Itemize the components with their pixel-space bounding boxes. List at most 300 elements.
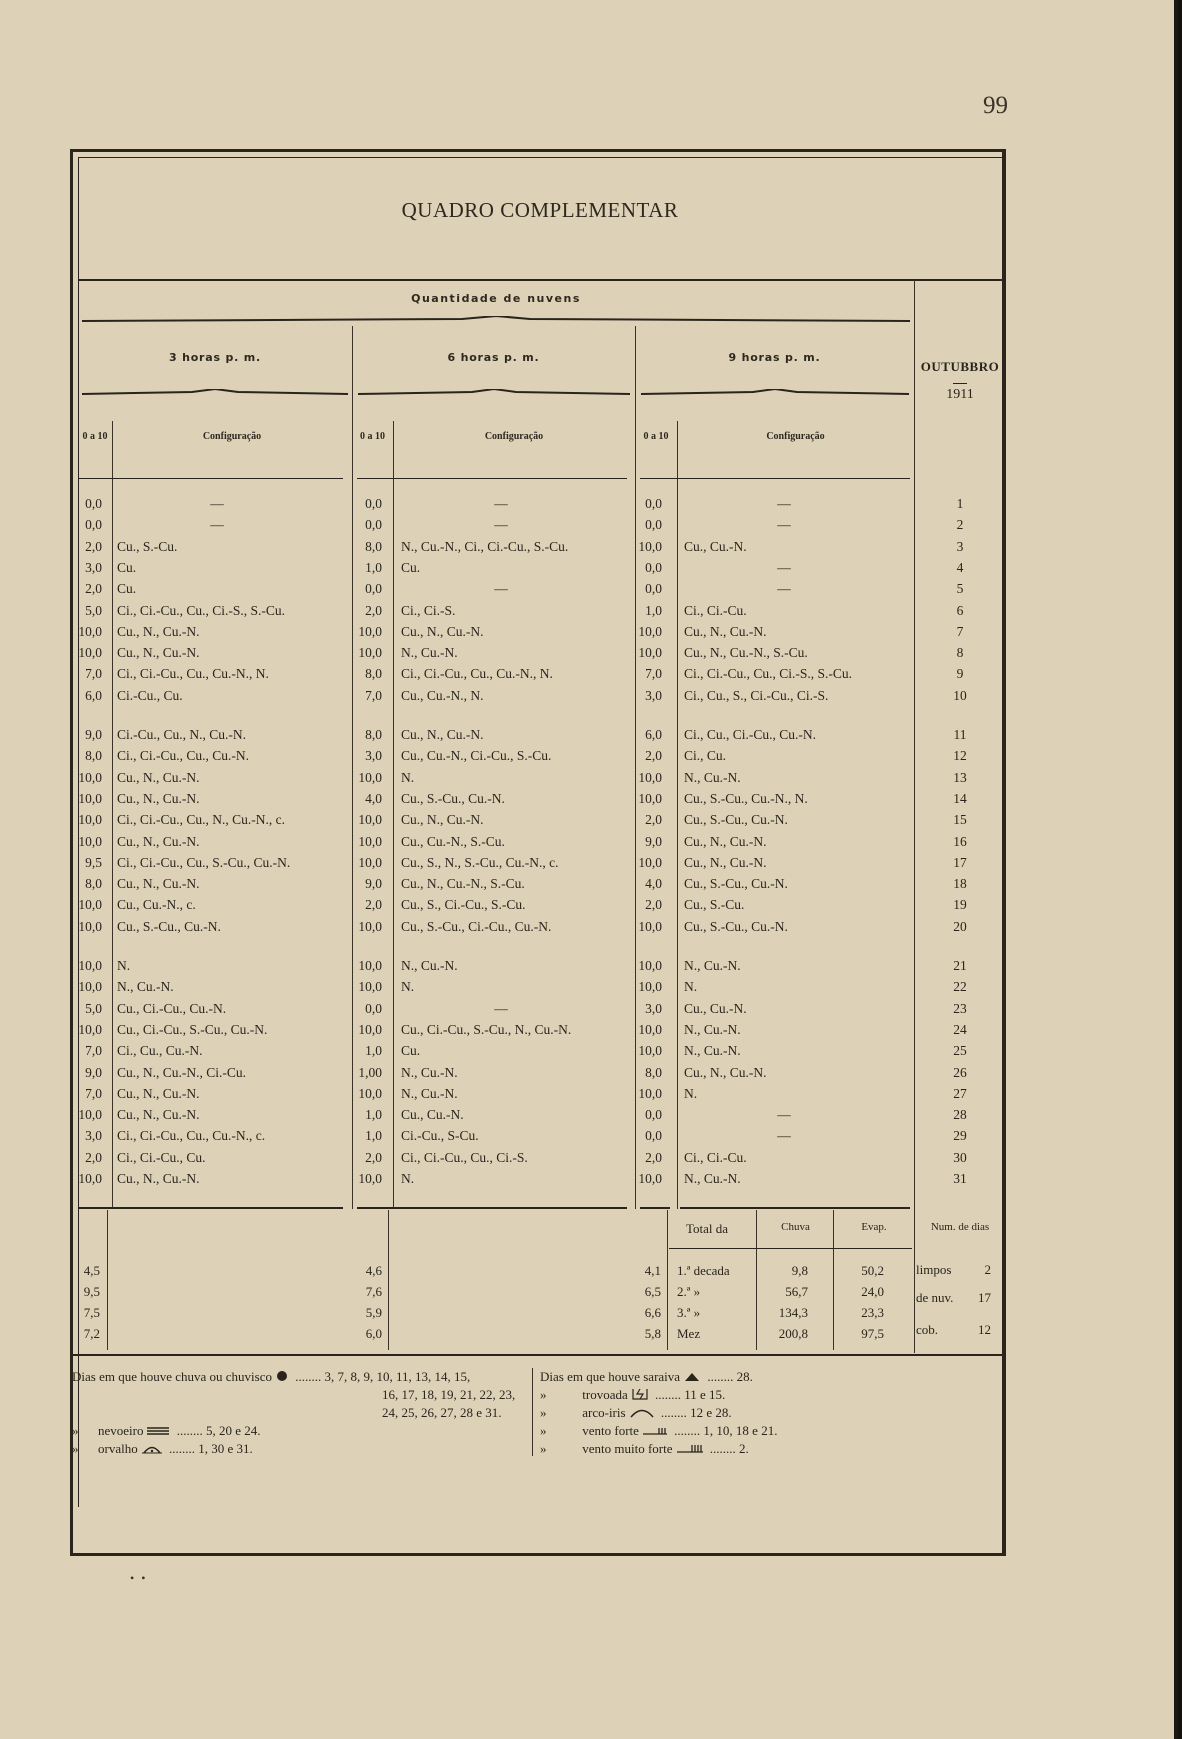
- totals-header-total: Total da: [686, 1221, 729, 1236]
- row-cloud-configuration: Cu., S.-Cu.: [684, 897, 745, 913]
- row-cloud-amount: 10,0: [638, 854, 662, 870]
- total-9pm-average: 6,5: [644, 1284, 661, 1299]
- row-cloud-configuration: Cu., N., Cu.-N.: [117, 1171, 200, 1186]
- header-scale: 0 a 10: [360, 431, 385, 442]
- row-cloud-configuration: Cu., N., Cu.-N.: [117, 645, 200, 661]
- header-brace: [358, 389, 630, 397]
- row-day: 8: [956, 645, 964, 661]
- leader-dots: ........: [706, 1441, 740, 1456]
- row-cloud-amount: 10,0: [638, 769, 662, 785]
- row-day: 9: [956, 666, 964, 682]
- column-divider: [756, 1210, 757, 1350]
- row-cloud-configuration: Cu., N., Cu.-N.: [401, 623, 484, 639]
- row-day: 22: [953, 979, 967, 995]
- row-cloud-amount: 10,0: [358, 958, 382, 973]
- row-cloud-configuration: Ci., Cu., Cu.-N.: [117, 1043, 203, 1059]
- header-brace: [641, 389, 909, 397]
- row-cloud-configuration: Cu., Cu.-N., N.: [401, 687, 484, 703]
- days-value: 17: [978, 1290, 991, 1305]
- row-cloud-amount: 8,0: [85, 748, 102, 764]
- row-cloud-configuration: Ci., Ci.-Cu.: [684, 1149, 747, 1165]
- row-cloud-configuration: Ci., Ci.-S.: [401, 602, 456, 618]
- row-cloud-configuration: Cu., Cu.-N.: [401, 1107, 464, 1123]
- row-cloud-configuration: Ci., Ci.-Cu., Cu., Cu.-N.: [117, 748, 250, 764]
- row-day: 29: [953, 1128, 967, 1144]
- total-3pm-average: 4,5: [83, 1263, 100, 1278]
- totals-header-evaporation: Evap.: [861, 1221, 887, 1233]
- thunder-icon: [632, 1388, 648, 1404]
- row-cloud-configuration: Ci.-Cu., Cu.: [117, 687, 183, 703]
- footer-days: 24, 25, 26, 27, 28 e 31.: [382, 1405, 502, 1420]
- row-cloud-configuration: Cu., S.-Cu., Cu.-N.: [684, 918, 788, 934]
- page-number: 99: [983, 92, 1008, 119]
- total-3pm-average: 9,5: [83, 1284, 100, 1299]
- row-cloud-amount: 10,0: [78, 623, 102, 639]
- header-rule: [357, 478, 627, 479]
- row-cloud-amount: 0,0: [645, 1107, 662, 1123]
- total-evaporation: 24,0: [861, 1284, 884, 1299]
- row-cloud-amount: 10,0: [78, 1171, 102, 1186]
- row-cloud-configuration: Cu., S.-Cu., Ci.-Cu., Cu.-N.: [401, 918, 552, 934]
- row-cloud-amount: 0,0: [85, 496, 102, 511]
- footer-label: Dias em que houve chuva ou chuvisco: [72, 1369, 273, 1384]
- row-day: 19: [953, 897, 967, 913]
- row-cloud-configuration: Ci., Cu., S., Ci.-Cu., Ci.-S.: [684, 687, 829, 703]
- row-cloud-amount: 2,0: [85, 581, 102, 597]
- row-cloud-amount: 2,0: [365, 1149, 382, 1165]
- footer-label: » vento forte: [540, 1423, 639, 1438]
- row-day: 25: [953, 1043, 967, 1059]
- wind-icon: [643, 1424, 667, 1440]
- row-day: 17: [953, 854, 967, 870]
- row-cloud-configuration: N.: [401, 1171, 415, 1186]
- total-rain: 9,8: [791, 1263, 808, 1278]
- leader-dots: ........: [657, 1405, 691, 1420]
- row-cloud-configuration: Cu.: [117, 581, 137, 597]
- row-cloud-configuration: N., Cu.-N.: [684, 769, 741, 785]
- row-cloud-configuration: Ci., Ci.-Cu., Cu., N., Cu.-N., c.: [117, 812, 286, 828]
- ink-dots: • •: [130, 1571, 148, 1585]
- header-period-9pm: 9 horas p. m.: [728, 351, 821, 364]
- row-cloud-configuration: Ci., Ci.-Cu., Cu., Ci.-S., S.-Cu.: [684, 666, 853, 682]
- row-cloud-configuration: —: [777, 517, 791, 533]
- row-cloud-amount: 10,0: [638, 1021, 662, 1037]
- days-label: limpos: [916, 1262, 952, 1277]
- row-cloud-amount: 0,0: [365, 1000, 382, 1016]
- row-cloud-amount: 10,0: [638, 645, 662, 661]
- row-cloud-configuration: N.: [117, 958, 131, 973]
- row-cloud-amount: 0,0: [645, 581, 662, 597]
- row-cloud-amount: 10,0: [638, 623, 662, 639]
- row-cloud-amount: 10,0: [78, 833, 102, 849]
- row-cloud-amount: 10,0: [78, 1107, 102, 1123]
- header-rule: [78, 478, 343, 479]
- column-divider: [393, 421, 394, 1209]
- header-scale: 0 a 10: [643, 431, 669, 442]
- row-cloud-amount: 2,0: [365, 602, 382, 618]
- footer-days: 12 e 28.: [690, 1405, 732, 1420]
- row-cloud-amount: 10,0: [78, 812, 102, 828]
- total-evaporation: 23,3: [861, 1305, 884, 1320]
- row-cloud-amount: 3,0: [645, 1000, 662, 1016]
- footer-line: [540, 1387, 725, 1404]
- row-cloud-amount: 5,0: [85, 602, 102, 618]
- footer-days: 11 e 15.: [684, 1387, 726, 1402]
- row-cloud-amount: 3,0: [365, 748, 382, 764]
- footer-divider: [532, 1368, 533, 1456]
- row-cloud-configuration: —: [777, 581, 791, 597]
- footer-days: 5, 20 e 24.: [205, 1423, 261, 1438]
- row-cloud-configuration: Cu., N., Cu.-N.: [117, 1085, 200, 1101]
- row-cloud-amount: 1,0: [365, 1128, 382, 1144]
- totals-rule: [78, 1207, 343, 1209]
- row-cloud-amount: 10,0: [358, 918, 382, 934]
- row-cloud-amount: 10,0: [638, 1085, 662, 1101]
- row-cloud-amount: 10,0: [358, 833, 382, 849]
- footer-line: [72, 1441, 253, 1458]
- row-cloud-configuration: Cu., S.-Cu., Cu.-N.: [401, 790, 505, 806]
- total-rain: 200,8: [778, 1326, 808, 1341]
- frame-inner-line: [78, 157, 1002, 158]
- column-divider: [833, 1210, 834, 1350]
- row-day: 6: [956, 602, 964, 618]
- row-day: 13: [953, 769, 967, 785]
- footer-days: 16, 17, 18, 19, 21, 22, 23,: [382, 1387, 516, 1402]
- leader-dots: ........: [704, 1369, 737, 1384]
- row-cloud-configuration: —: [494, 581, 508, 597]
- row-cloud-configuration: Cu., N., Cu.-N.: [684, 854, 767, 870]
- total-evaporation: 97,5: [861, 1326, 884, 1341]
- row-day: 14: [953, 790, 967, 806]
- row-day: 16: [953, 833, 967, 849]
- days-value: 2: [984, 1262, 991, 1277]
- row-cloud-configuration: N., Cu.-N.: [401, 1064, 458, 1080]
- total-6pm-average: 5,9: [365, 1305, 382, 1320]
- totals-rule: [680, 1207, 910, 1209]
- row-cloud-configuration: Cu., N., Cu.-N.: [117, 623, 200, 639]
- footer-days: 2.: [739, 1441, 749, 1456]
- row-cloud-configuration: Cu., N., Cu.-N., S.-Cu.: [684, 645, 808, 661]
- row-cloud-amount: 1,0: [365, 1043, 382, 1059]
- row-cloud-configuration: Cu., N., Cu.-N.: [117, 876, 200, 892]
- row-cloud-configuration: Ci., Ci.-Cu.: [684, 602, 747, 618]
- row-cloud-configuration: N., Cu.-N.: [684, 1043, 741, 1059]
- row-cloud-amount: 7,0: [85, 1085, 102, 1101]
- row-cloud-configuration: Cu., S.-Cu., Cu.-N., N.: [684, 790, 808, 806]
- row-day: 23: [953, 1000, 967, 1016]
- row-cloud-configuration: Cu., Cu.-N.: [684, 1000, 747, 1016]
- row-cloud-amount: 9,0: [85, 1064, 102, 1080]
- row-day: 4: [956, 559, 964, 575]
- totals-rule: [640, 1207, 670, 1209]
- row-cloud-configuration: Cu., N., Cu.-N.: [117, 769, 200, 785]
- row-cloud-amount: 0,0: [645, 1128, 662, 1144]
- totals-header-days: Num. de dias: [930, 1221, 990, 1233]
- row-cloud-configuration: —: [777, 496, 791, 511]
- strong-wind-icon: [677, 1442, 703, 1458]
- footer-days: 1, 30 e 31.: [198, 1441, 253, 1456]
- total-9pm-average: 4,1: [644, 1263, 661, 1278]
- row-cloud-amount: 8,0: [85, 876, 102, 892]
- header-rule: [640, 478, 910, 479]
- row-cloud-configuration: Cu., Ci.-Cu., S.-Cu., N., Cu.-N.: [401, 1021, 572, 1037]
- row-cloud-amount: 0,0: [645, 496, 662, 511]
- header-rule: [78, 279, 1002, 281]
- row-cloud-configuration: Cu.: [117, 559, 137, 575]
- row-day: 27: [953, 1085, 967, 1101]
- row-cloud-amount: 1,0: [645, 602, 662, 618]
- row-cloud-amount: 9,0: [365, 876, 382, 892]
- row-cloud-amount: 7,0: [365, 687, 382, 703]
- total-evaporation: 50,2: [861, 1263, 884, 1278]
- row-cloud-amount: 1,00: [358, 1064, 382, 1080]
- page-edge: [1174, 0, 1178, 1739]
- leader-dots: ........: [292, 1369, 325, 1384]
- row-cloud-configuration: —: [777, 1107, 791, 1123]
- row-cloud-amount: 10,0: [78, 958, 102, 973]
- row-cloud-configuration: N.: [401, 769, 415, 785]
- year-label: 1911: [946, 387, 974, 402]
- column-divider: [677, 421, 678, 1209]
- row-cloud-amount: 1,0: [365, 559, 382, 575]
- total-3pm-average: 7,2: [83, 1326, 100, 1341]
- fog-icon: [147, 1424, 169, 1440]
- row-cloud-configuration: N., Cu.-N.: [684, 1021, 741, 1037]
- row-cloud-configuration: Cu., S., N., S.-Cu., Cu.-N., c.: [401, 854, 559, 870]
- row-cloud-configuration: Ci., Cu., Ci.-Cu., Cu.-N.: [684, 727, 817, 742]
- row-cloud-configuration: Cu., N., Cu.-N.: [684, 1064, 767, 1080]
- header-configuration: Configuração: [484, 431, 544, 442]
- row-cloud-configuration: Ci., Ci.-Cu., Cu., Ci.-S.: [401, 1149, 528, 1165]
- row-cloud-configuration: Cu., N., Cu.-N.: [117, 833, 200, 849]
- row-cloud-amount: 8,0: [365, 727, 382, 742]
- header-scale: 0 a 10: [82, 431, 108, 442]
- leader-dots: ........: [670, 1423, 704, 1438]
- row-cloud-amount: 8,0: [645, 1064, 662, 1080]
- row-day: 2: [956, 517, 964, 533]
- header-configuration: Configuração: [766, 431, 825, 442]
- row-cloud-amount: 0,0: [365, 581, 382, 597]
- header-configuration: Configuração: [202, 431, 262, 442]
- total-period-label: 1.ª decada: [677, 1263, 730, 1278]
- row-cloud-amount: 2,0: [85, 538, 102, 554]
- row-cloud-amount: 10,0: [78, 769, 102, 785]
- row-cloud-amount: 7,0: [645, 666, 662, 682]
- row-cloud-amount: 0,0: [85, 517, 102, 533]
- row-cloud-amount: 9,0: [85, 727, 102, 742]
- row-cloud-amount: 10,0: [358, 1171, 382, 1186]
- row-cloud-configuration: N., Cu.-N.: [684, 1171, 741, 1186]
- row-cloud-configuration: —: [494, 517, 508, 533]
- row-cloud-configuration: Cu., Cu.-N.: [684, 538, 747, 554]
- header-cloud-quantity: Quantidade de nuvens: [411, 292, 581, 305]
- row-cloud-amount: 10,0: [78, 1021, 102, 1037]
- row-day: 1: [956, 496, 964, 511]
- totals-rule: [357, 1207, 627, 1209]
- row-cloud-configuration: Cu., N., Cu.-N.: [117, 790, 200, 806]
- row-cloud-configuration: Cu., Ci.-Cu., Cu.-N.: [117, 1000, 227, 1016]
- footer-rule: [70, 1354, 1004, 1356]
- footer-days: 3, 7, 8, 9, 10, 11, 13, 14, 15,: [324, 1369, 471, 1384]
- footer-label: » arco-iris: [540, 1405, 626, 1420]
- row-cloud-amount: 2,0: [85, 1149, 102, 1165]
- leader-dots: ........: [165, 1441, 199, 1456]
- row-cloud-configuration: Ci.-Cu., S-Cu.: [401, 1128, 479, 1144]
- days-label: de nuv.: [916, 1290, 954, 1305]
- row-cloud-amount: 10,0: [638, 918, 662, 934]
- row-cloud-amount: 10,0: [638, 958, 662, 973]
- total-6pm-average: 6,0: [365, 1326, 382, 1341]
- row-cloud-amount: 3,0: [645, 687, 662, 703]
- row-day: 15: [953, 812, 967, 828]
- footer-line: [72, 1423, 261, 1440]
- days-value: 12: [978, 1322, 991, 1337]
- row-cloud-amount: 10,0: [78, 790, 102, 806]
- footer-label: » orvalho: [72, 1441, 138, 1456]
- row-cloud-amount: 1,0: [365, 1107, 382, 1123]
- footer-line: [72, 1369, 470, 1386]
- row-cloud-configuration: Cu., N., Cu.-N.: [401, 727, 484, 742]
- total-period-label: 2.ª »: [677, 1284, 701, 1299]
- row-cloud-configuration: Cu., S.-Cu., Cu.-N.: [684, 876, 788, 892]
- row-cloud-configuration: N.: [401, 979, 415, 995]
- row-cloud-amount: 10,0: [358, 979, 382, 995]
- header-brace: [82, 316, 910, 324]
- row-cloud-amount: 0,0: [365, 517, 382, 533]
- row-cloud-configuration: Ci., Ci.-Cu., Cu., Cu.-N., N.: [401, 666, 553, 682]
- row-cloud-amount: 2,0: [645, 748, 662, 764]
- row-cloud-configuration: Cu., Ci.-Cu., S.-Cu., Cu.-N.: [117, 1021, 268, 1037]
- leader-dots: ........: [651, 1387, 685, 1402]
- column-divider: [112, 421, 113, 1209]
- row-cloud-configuration: Cu.: [401, 559, 421, 575]
- header-period-3pm: 3 horas p. m.: [168, 351, 262, 364]
- row-cloud-amount: 5,0: [85, 1000, 102, 1016]
- row-cloud-amount: 0,0: [645, 559, 662, 575]
- rainbow-icon: [630, 1406, 654, 1422]
- row-cloud-amount: 10,0: [358, 1085, 382, 1101]
- row-cloud-amount: 10,0: [638, 979, 662, 995]
- row-cloud-configuration: Cu., N., Cu.-N.: [401, 812, 484, 828]
- total-period-label: 3.ª »: [677, 1305, 701, 1320]
- row-cloud-configuration: Cu., N., Cu.-N., S.-Cu.: [401, 876, 525, 892]
- row-cloud-amount: 0,0: [365, 496, 382, 511]
- row-day: 12: [953, 748, 967, 764]
- footer-line: [382, 1387, 515, 1403]
- row-cloud-amount: 4,0: [365, 790, 382, 806]
- row-cloud-configuration: Cu., S.-Cu., Cu.-N.: [684, 812, 788, 828]
- dew-icon: [142, 1442, 162, 1458]
- row-cloud-amount: 10,0: [638, 538, 662, 554]
- row-cloud-amount: 0,0: [645, 517, 662, 533]
- footer-days: 28.: [736, 1369, 753, 1384]
- row-cloud-configuration: N., Cu.-N.: [684, 958, 741, 973]
- total-6pm-average: 4,6: [365, 1263, 382, 1278]
- row-cloud-amount: 4,0: [645, 876, 662, 892]
- footer-line: [540, 1441, 749, 1458]
- row-cloud-configuration: —: [777, 559, 791, 575]
- row-cloud-configuration: N.: [684, 979, 698, 995]
- row-cloud-configuration: —: [494, 1000, 508, 1016]
- row-day: 7: [956, 623, 964, 639]
- row-cloud-configuration: Cu., N., Cu.-N.: [117, 1107, 200, 1123]
- column-divider: [107, 1210, 108, 1350]
- row-cloud-amount: 8,0: [365, 666, 382, 682]
- footer-days: 1, 10, 18 e 21.: [703, 1423, 778, 1438]
- row-cloud-configuration: Ci., Ci.-Cu., Cu.: [117, 1149, 206, 1165]
- row-cloud-amount: 10,0: [358, 769, 382, 785]
- month-rule: [953, 383, 967, 384]
- row-cloud-amount: 7,0: [85, 1043, 102, 1059]
- row-cloud-configuration: Cu., N., Cu.-N., Ci.-Cu.: [117, 1064, 247, 1080]
- row-cloud-amount: 10,0: [638, 1171, 662, 1186]
- total-period-label: Mez: [677, 1326, 701, 1341]
- row-cloud-configuration: Ci.-Cu., Cu., N., Cu.-N.: [117, 727, 247, 742]
- column-divider: [667, 1210, 668, 1350]
- row-cloud-amount: 3,0: [85, 1128, 102, 1144]
- row-cloud-configuration: Cu., S., Ci.-Cu., S.-Cu.: [401, 897, 526, 913]
- page-title: QUADRO COMPLEMENTAR: [401, 198, 679, 222]
- row-day: 31: [953, 1171, 967, 1186]
- footer-label: » nevoeiro: [72, 1423, 144, 1438]
- row-day: 21: [953, 958, 967, 973]
- row-cloud-amount: 10,0: [78, 645, 102, 661]
- row-day: 30: [953, 1149, 967, 1165]
- row-cloud-configuration: —: [210, 496, 224, 511]
- row-day: 10: [953, 687, 967, 703]
- row-cloud-configuration: Ci., Ci.-Cu., Cu., S.-Cu., Cu.-N.: [117, 854, 291, 870]
- row-cloud-amount: 10,0: [638, 790, 662, 806]
- row-cloud-amount: 10,0: [638, 1043, 662, 1059]
- total-9pm-average: 5,8: [644, 1326, 661, 1341]
- row-cloud-amount: 2,0: [645, 897, 662, 913]
- row-cloud-amount: 3,0: [85, 559, 102, 575]
- row-cloud-configuration: N., Cu.-N.: [117, 979, 174, 995]
- row-cloud-configuration: Cu., Cu.-N., S.-Cu.: [401, 833, 505, 849]
- row-cloud-amount: 7,0: [85, 666, 102, 682]
- row-cloud-amount: 9,5: [85, 854, 102, 870]
- row-cloud-amount: 10,0: [78, 979, 102, 995]
- header-period-6pm: 6 horas p. m.: [447, 351, 540, 364]
- total-9pm-average: 6,6: [644, 1305, 661, 1320]
- row-day: 26: [953, 1064, 967, 1080]
- row-cloud-amount: 10,0: [358, 1021, 382, 1037]
- hail-icon: [684, 1370, 700, 1386]
- row-cloud-configuration: Ci., Ci.-Cu., Cu., Ci.-S., S.-Cu.: [117, 602, 286, 618]
- row-cloud-configuration: N., Cu.-N.: [401, 1085, 458, 1101]
- row-cloud-amount: 10,0: [78, 897, 102, 913]
- row-cloud-configuration: Ci., Ci.-Cu., Cu., Cu.-N., N.: [117, 666, 269, 682]
- row-day: 28: [953, 1107, 967, 1123]
- row-cloud-amount: 2,0: [365, 897, 382, 913]
- row-cloud-amount: 10,0: [358, 854, 382, 870]
- row-cloud-configuration: N., Cu.-N., Ci., Ci.-Cu., S.-Cu.: [401, 538, 569, 554]
- row-cloud-amount: 6,0: [645, 727, 662, 742]
- row-day: 18: [953, 876, 967, 892]
- month-label: OUTUBBRO: [920, 359, 1000, 374]
- row-day: 11: [953, 727, 967, 742]
- total-6pm-average: 7,6: [365, 1284, 382, 1299]
- row-cloud-configuration: Cu., S.-Cu., Cu.-N.: [117, 918, 221, 934]
- row-cloud-configuration: Ci., Cu.: [684, 748, 727, 764]
- footer-label: » trovoada: [540, 1387, 628, 1402]
- row-cloud-configuration: Ci., Ci.-Cu., Cu., Cu.-N., c.: [117, 1128, 266, 1144]
- row-day: 3: [956, 538, 964, 554]
- dot-icon: [276, 1370, 288, 1386]
- footer-line: [540, 1405, 732, 1422]
- footer-line: [382, 1405, 502, 1421]
- row-cloud-configuration: Cu., N., Cu.-N.: [684, 623, 767, 639]
